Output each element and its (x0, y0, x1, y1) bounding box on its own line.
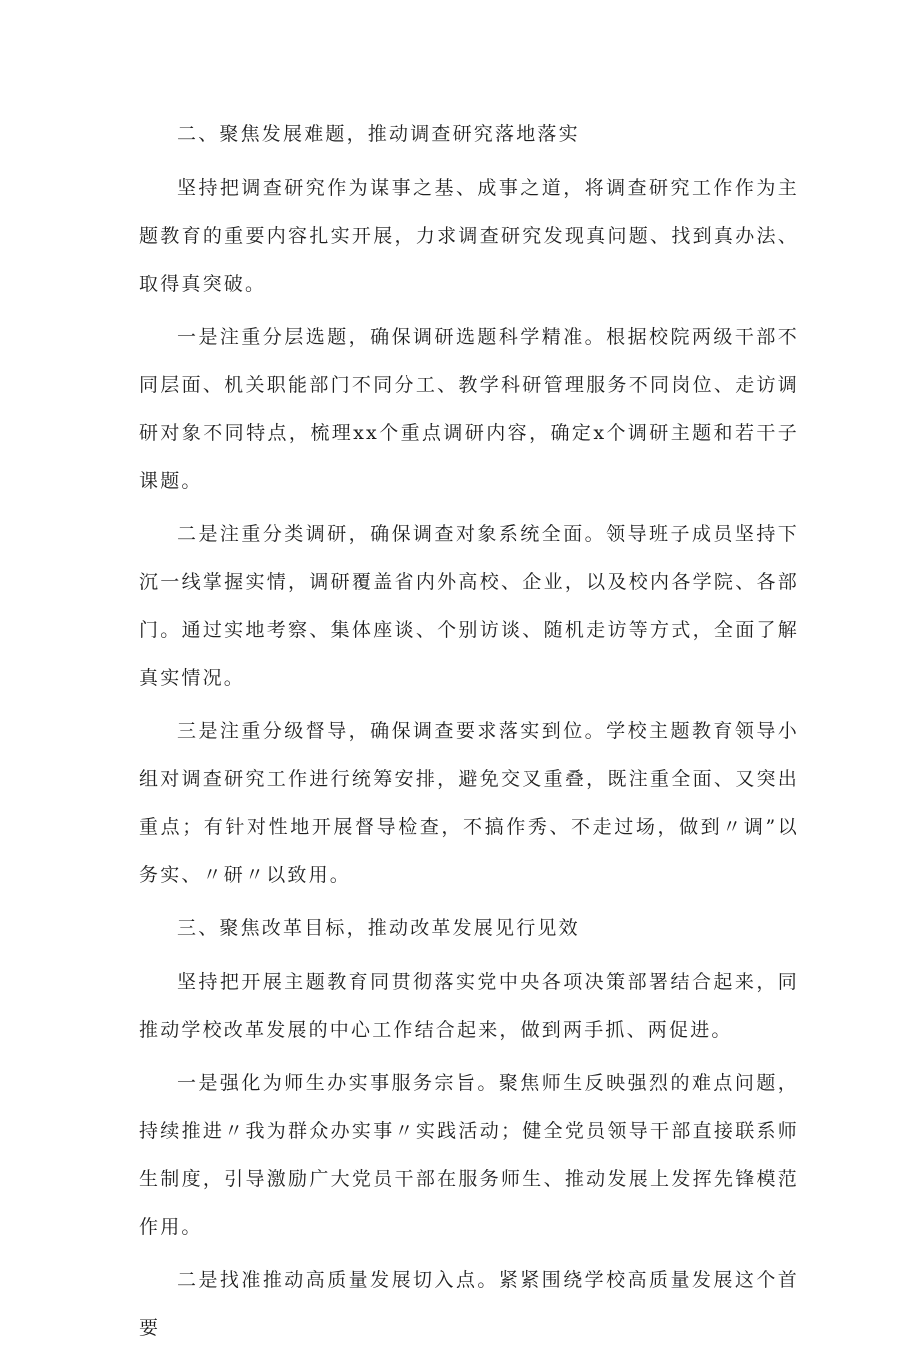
section-heading-2: 二、聚焦发展难题，推动调查研究落地落实 (177, 123, 580, 145)
body-paragraph: 二是找准推动高质量发展切入点。紧紧围绕学校高质量发展这个首要 (139, 1269, 799, 1339)
body-paragraph: 一是强化为师生办实事服务宗旨。聚焦师生反映强烈的难点问题，持续推进〃我为群众办实事〃实践活动；健全党员领导干部直接联系师生制度，引导激励广大党员干部在服务师生、推动发展上发挥先锋模范作用。 (139, 1072, 799, 1238)
body-paragraph: 二是注重分类调研，确保调查对象系统全面。领导班子成员坚持下沉一线掌握实情，调研覆盖省内外高校、企业，以及校内各学院、各部门。通过实地考察、集体座谈、个别访谈、随机走访等方式，全面了解真实情况。 (139, 523, 799, 689)
section-heading-3: 三、聚焦改革目标，推动改革发展见行见效 (177, 917, 580, 939)
body-paragraph: 三是注重分级督导，确保调查要求落实到位。学校主题教育领导小组对调查研究工作进行统筹安排，避免交叉重叠，既注重全面、又突出重点；有针对性地开展督导检查，不搞作秀、不走过场，做到〃调”以务实、〃研〃以致用。 (139, 720, 799, 886)
body-paragraph: 坚持把开展主题教育同贯彻落实党中央各项决策部署结合起来，同推动学校改革发展的中心工作结合起来，做到两手抓、两促进。 (139, 971, 799, 1041)
document-body (139, 110, 799, 1352)
body-paragraph: 一是注重分层选题，确保调研选题科学精准。根据校院两级干部不同层面、机关职能部门不同分工、教学科研管理服务不同岗位、走访调研对象不同特点，梳理xx个重点调研内容，确定x个调研主题和若干子课题。 (139, 326, 799, 492)
body-paragraph: 坚持把调查研究作为谋事之基、成事之道，将调查研究工作作为主题教育的重要内容扎实开展，力求调查研究发现真问题、找到真办法、取得真突破。 (139, 177, 799, 295)
